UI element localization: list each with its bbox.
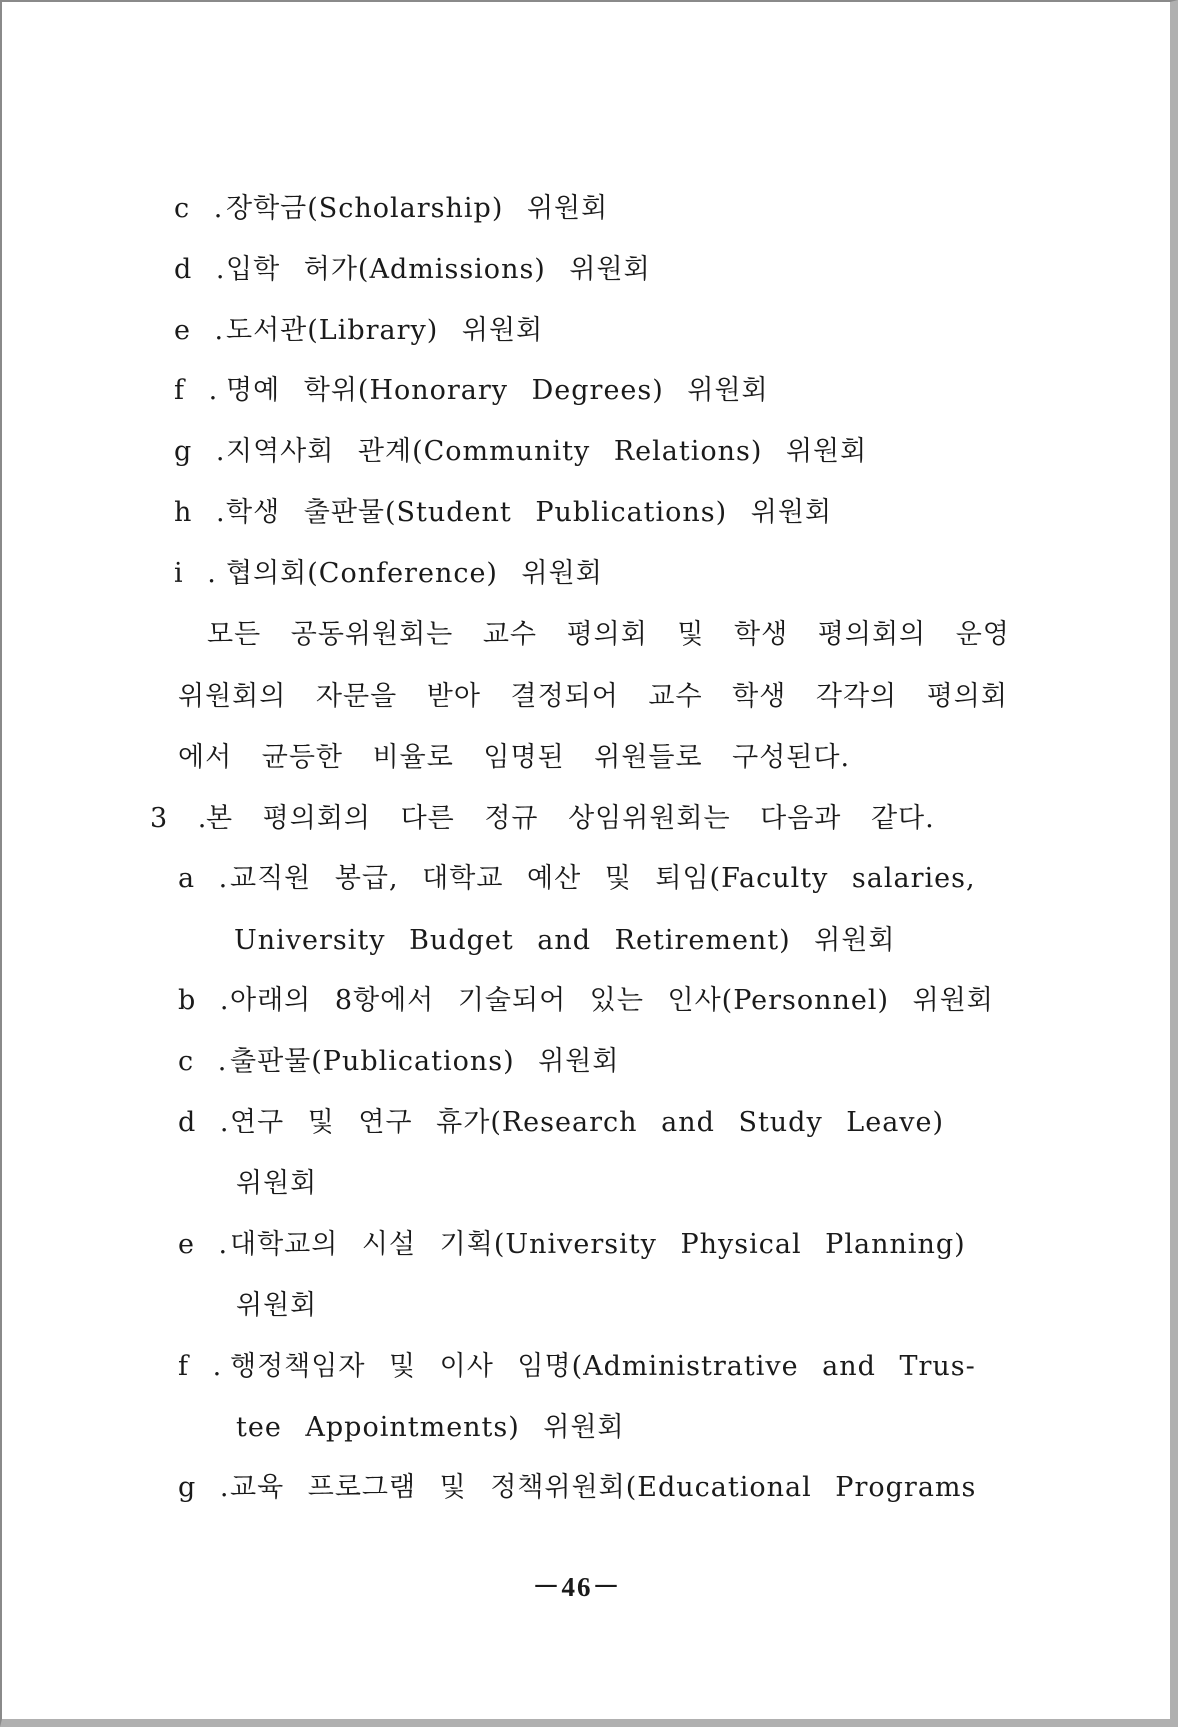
list-item — [174, 192, 608, 226]
list-item — [174, 435, 867, 469]
list-item-text: 대학교의 시설 기획(University Physical Planning) — [230, 1229, 966, 1260]
list-item-text: 도서관(Library) 위원회 — [226, 315, 544, 346]
list-item-marker: f . — [178, 1351, 223, 1382]
list-item-text: 행정책임자 및 이사 임명(Administrative and Trus- — [230, 1351, 976, 1382]
list-item — [178, 862, 976, 896]
list-item-marker: g . — [178, 1472, 230, 1503]
list-item-text: 장학금(Scholarship) 위원회 — [226, 193, 609, 224]
list-item-marker: b . — [178, 985, 230, 1016]
paragraph-text: 위원회의 자문을 받아 결정되어 교수 학생 각각의 평의회 — [178, 681, 1008, 712]
list-item-marker: i . — [174, 558, 217, 589]
paragraph-line — [207, 618, 1010, 652]
list-item — [178, 1228, 966, 1262]
paragraph-text: 에서 균등한 비율로 임명된 위원들로 구성된다. — [178, 742, 851, 773]
section-marker: 3 . — [150, 803, 208, 834]
list-item-marker: c . — [178, 1046, 228, 1077]
list-item-marker: d . — [174, 254, 226, 285]
list-item-continuation — [236, 1167, 317, 1201]
list-item-text: 교직원 봉급, 대학교 예산 및 퇴임(Faculty salaries, — [230, 863, 976, 894]
list-item-text: 출판물(Publications) 위원회 — [230, 1046, 620, 1077]
section-text: 본 평의회의 다른 정규 상임위원회는 다음과 같다. — [206, 803, 935, 834]
list-item — [174, 496, 832, 530]
list-item-marker: f . — [174, 375, 219, 406]
list-item-text: 협의회(Conference) 위원회 — [226, 558, 603, 589]
list-item-marker: e . — [178, 1229, 229, 1260]
list-item — [178, 1106, 944, 1140]
list-item-text: 입학 허가(Admissions) 위원회 — [226, 254, 651, 285]
list-item — [178, 984, 994, 1018]
list-item-continuation — [234, 924, 896, 958]
list-item-marker: e . — [174, 315, 225, 346]
list-item-text: 위원회 — [236, 1290, 318, 1321]
list-item-text: 지역사회 관계(Community Relations) 위원회 — [226, 436, 868, 467]
list-item — [174, 557, 603, 591]
list-item — [178, 1350, 976, 1384]
list-item — [178, 1471, 976, 1505]
list-item-text: tee Appointments) 위원회 — [236, 1412, 625, 1443]
list-item-marker: a . — [178, 863, 229, 894]
list-item-text: 연구 및 연구 휴가(Research and Study Leave) — [230, 1107, 945, 1138]
list-item-marker: c . — [174, 193, 224, 224]
list-item — [178, 1045, 619, 1079]
paragraph-text: 모든 공동위원회는 교수 평의회 및 학생 평의회의 운영 — [207, 619, 1010, 650]
list-item-text: University Budget and Retirement) 위원회 — [234, 925, 896, 956]
list-item-continuation — [236, 1289, 317, 1323]
list-item-text: 학생 출판물(Student Publications) 위원회 — [226, 497, 833, 528]
list-item-marker: g . — [174, 436, 226, 467]
list-item — [174, 253, 651, 287]
page-number: －46－ — [532, 1572, 622, 1602]
list-item-text: 명예 학위(Honorary Degrees) 위원회 — [226, 375, 769, 406]
list-item-text: 아래의 8항에서 기술되어 있는 인사(Personnel) 위원회 — [230, 985, 994, 1016]
list-item-marker: h . — [174, 497, 226, 528]
list-item-text: 교육 프로그램 및 정책위원회(Educational Programs — [230, 1472, 977, 1503]
list-item — [174, 314, 543, 348]
list-item — [174, 374, 769, 408]
list-item-continuation — [236, 1411, 625, 1445]
list-item-text: 위원회 — [236, 1168, 318, 1199]
paragraph-line — [178, 741, 850, 775]
section-heading — [150, 802, 935, 836]
paragraph-line — [178, 680, 1008, 714]
list-item-marker: d . — [178, 1107, 230, 1138]
